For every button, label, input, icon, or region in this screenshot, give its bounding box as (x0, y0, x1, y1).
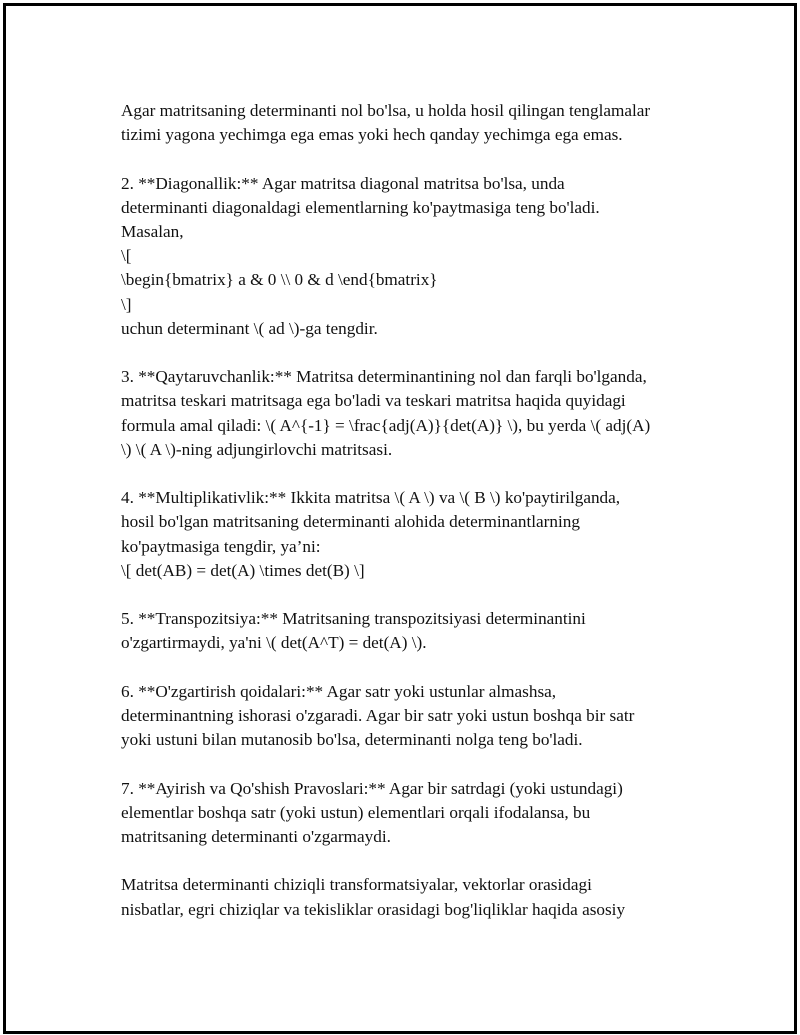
paragraph-ayirish-qoshish (121, 777, 711, 850)
document-text-body (121, 99, 711, 946)
text-line: \[ det(AB) = det(A) \times det(B) \] (121, 560, 365, 580)
paragraph-ozgartirish-qoidalari (121, 680, 711, 753)
text-line: determinanti diagonaldagi elementlarning ko'paytmasiga teng bo'ladi. (121, 197, 600, 217)
text-line: determinantning ishorasi o'zgaradi. Agar bir satr yoki ustun boshqa bir satr (121, 706, 635, 725)
text-line: matritsaning determinanti o'zgarmaydi. (121, 827, 391, 846)
text-line: \) \( A \)-ning adjungirlovchi matritsasi. (121, 439, 393, 459)
text-line: uchun determinant \( ad \)-ga tengdir. (121, 318, 378, 338)
page-frame (3, 3, 797, 1034)
text-line: elementlar boshqa satr (yoki ustun) elementlari orqali ifodalansa, bu (121, 802, 591, 822)
text-line: Matritsa determinanti chiziqli transformatsiyalar, vektorlar orasidagi (121, 875, 592, 895)
text-line: \] (121, 294, 132, 314)
text-line: yoki ustuni bilan mutanosib bo'lsa, determinanti nolga teng bo'ladi. (121, 730, 583, 750)
text-line: nisbatlar, egri chiziqlar va tekisliklar orasidagi bog'liqliklar haqida asosiy (121, 899, 626, 919)
text-line: \[ (121, 246, 132, 266)
paragraph-conclusion (121, 873, 711, 921)
paragraph-intro (121, 99, 711, 147)
text-line: matritsa teskari matritsaga ega bo'ladi va teskari matritsa haqida quyidagi (121, 391, 626, 411)
text-line: 2. **Diagonallik:** Agar matritsa diagonal matritsa bo'lsa, unda (121, 173, 565, 193)
text-line: hosil bo'lgan matritsaning determinanti alohida determinantlarning (121, 512, 580, 532)
text-line: ko'paytmasiga tengdir, ya’ni: (121, 536, 321, 556)
text-line: 7. **Ayirish va Qo'shish Pravoslari:** Agar bir satrdagi (yoki ustundagi) (121, 778, 623, 798)
text-line: tizimi yagona yechimga ega emas yoki hech qanday yechimga ega emas. (121, 125, 623, 145)
text-line: o'zgartirmaydi, ya'ni \( det(A^T) = det(A) \). (121, 633, 427, 653)
paragraph-qaytaruvchanlik (121, 365, 711, 462)
text-line: 4. **Multiplikativlik:** Ikkita matritsa \( A \) va \( B \) ko'paytirilganda, (121, 488, 621, 508)
text-line: 3. **Qaytaruvchanlik:** Matritsa determinantining nol dan farqli bo'lganda, (121, 367, 647, 387)
paragraph-diagonallik (121, 172, 711, 341)
text-line: 6. **O'zgartirish qoidalari:** Agar satr yoki ustunlar almashsa, (121, 681, 557, 701)
text-line: \begin{bmatrix} a & 0 \\ 0 & d \end{bmatrix} (121, 270, 438, 290)
text-line: 5. **Transpozitsiya:** Matritsaning transpozitsiyasi determinantini (121, 609, 586, 629)
text-line: formula amal qiladi: \( A^{-1} = \frac{adj(A)}{det(A)} \), bu yerda \( adj(A) (121, 415, 651, 435)
paragraph-transpozitsiya (121, 607, 711, 655)
paragraph-multiplikativlik (121, 486, 711, 583)
text-line: Masalan, (121, 222, 184, 241)
text-line: Agar matritsaning determinanti nol bo'lsa, u holda hosil qilingan tenglamalar (121, 101, 651, 120)
